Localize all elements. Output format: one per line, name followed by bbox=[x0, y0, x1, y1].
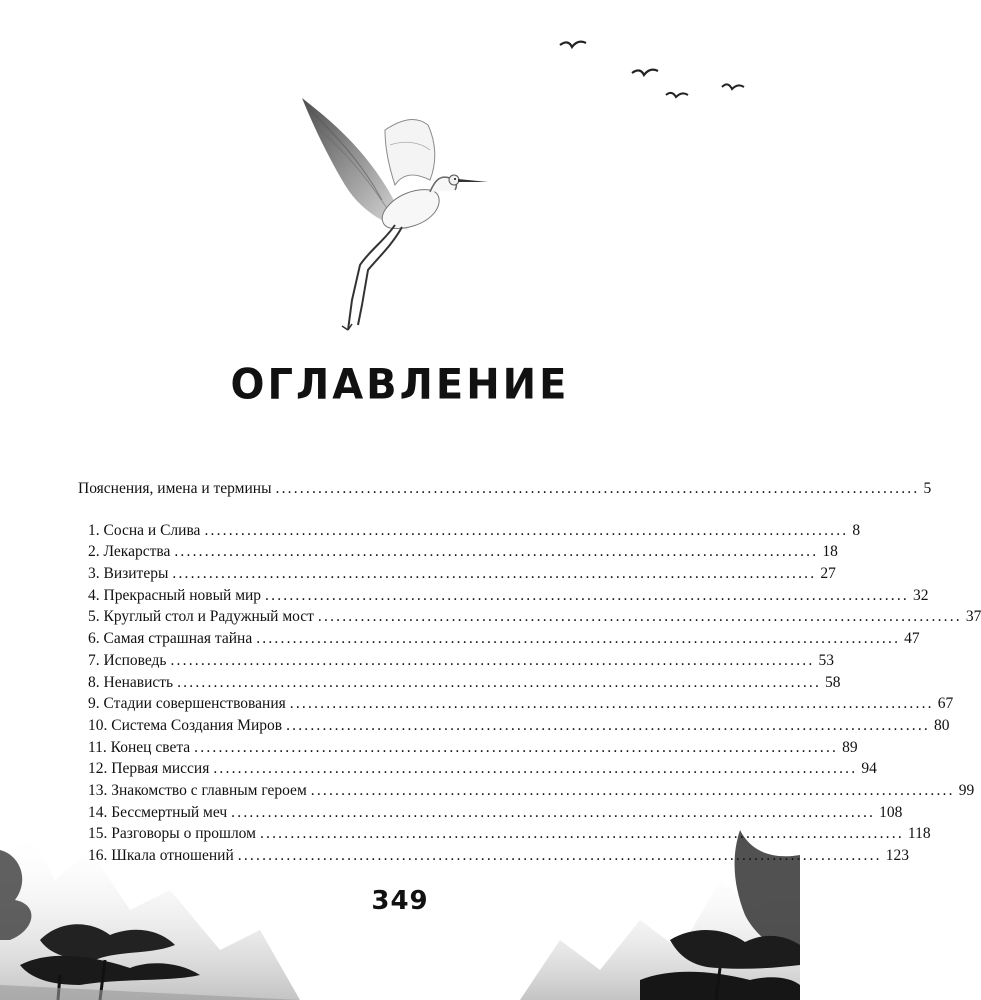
toc-entry-page: 5 bbox=[923, 480, 932, 497]
dot-leader: .......................................................................................................... bbox=[231, 803, 876, 821]
chapter-list bbox=[78, 520, 981, 867]
toc-chapter-row[interactable] bbox=[78, 606, 981, 628]
toc-entry-page: 67 bbox=[937, 695, 954, 713]
toc-chapter-row[interactable] bbox=[78, 802, 903, 824]
toc-entry-page: 8 bbox=[852, 521, 861, 539]
toc-entry-page: 27 bbox=[820, 565, 836, 583]
toc-chapter-row[interactable] bbox=[78, 628, 920, 650]
toc-entry-title: 4. Прекрасный новый мир bbox=[88, 586, 262, 604]
dot-leader: .......................................................................................................... bbox=[317, 608, 962, 626]
toc-entry-title: 6. Самая страшная тайна bbox=[88, 630, 253, 648]
toc-entry-page: 37 bbox=[965, 608, 981, 626]
toc-chapter-row[interactable] bbox=[78, 672, 841, 694]
toc-chapter-row[interactable] bbox=[78, 650, 834, 672]
toc-intro-row[interactable] bbox=[78, 478, 932, 500]
toc-entry-title: 15. Разговоры о прошлом bbox=[88, 825, 256, 843]
dot-leader: .......................................................................................................... bbox=[174, 543, 819, 561]
toc-entry-page: 32 bbox=[913, 586, 929, 604]
toc-entry-title: 10. Система Создания Миров bbox=[88, 716, 283, 734]
page-number: 349 bbox=[371, 886, 429, 916]
toc-entry-page: 47 bbox=[904, 630, 920, 648]
dot-leader: .......................................................................................................... bbox=[286, 716, 931, 734]
toc-chapter-row[interactable] bbox=[78, 823, 931, 845]
toc-chapter-row[interactable] bbox=[78, 780, 975, 802]
dot-leader: .......................................................................................................... bbox=[275, 480, 920, 497]
dot-leader: .......................................................................................................... bbox=[256, 630, 901, 648]
toc-entry-title: 3. Визитеры bbox=[88, 565, 169, 583]
dot-leader: .......................................................................................................... bbox=[213, 760, 858, 778]
flying-birds-icon bbox=[550, 35, 750, 105]
toc-entry-title: 2. Лекарства bbox=[88, 543, 171, 561]
toc-entry-page: 123 bbox=[885, 847, 909, 864]
toc-entry-title: 9. Стадии совершенствования bbox=[88, 695, 286, 713]
dot-leader: .......................................................................................................... bbox=[310, 781, 955, 799]
toc-entry-page: 118 bbox=[907, 825, 931, 843]
toc-chapter-row[interactable] bbox=[78, 693, 954, 715]
toc-chapter-row[interactable] bbox=[78, 737, 858, 759]
toc-chapter-row[interactable] bbox=[78, 585, 929, 607]
toc-entry-page: 89 bbox=[842, 738, 858, 756]
toc-entry-title: 12. Первая миссия bbox=[88, 760, 210, 778]
dot-leader: .......................................................................................................... bbox=[259, 825, 904, 843]
toc-entry-title: 14. Бессмертный меч bbox=[88, 803, 228, 821]
dot-leader: .......................................................................................................... bbox=[237, 847, 882, 864]
toc-entry-page: 94 bbox=[861, 760, 877, 778]
dot-leader: .......................................................................................................... bbox=[265, 586, 909, 604]
toc-chapter-row[interactable] bbox=[78, 845, 909, 867]
toc-entry-title: 1. Сосна и Слива bbox=[88, 521, 201, 539]
toc-entry-page: 58 bbox=[825, 673, 841, 691]
toc-entry-page: 108 bbox=[879, 803, 903, 821]
dot-leader: .......................................................................................................... bbox=[289, 695, 934, 713]
dot-leader: .......................................................................................................... bbox=[204, 521, 849, 539]
toc-entry-page: 53 bbox=[818, 651, 834, 669]
toc-chapter-row[interactable] bbox=[78, 758, 877, 780]
toc-entry-title: 8. Ненависть bbox=[88, 673, 174, 691]
dot-leader: .......................................................................................................... bbox=[194, 738, 839, 756]
toc-entry-title: 11. Конец света bbox=[88, 738, 191, 756]
toc-chapter-row[interactable] bbox=[78, 715, 950, 737]
toc-chapter-row[interactable] bbox=[78, 520, 861, 542]
toc-chapter-row[interactable] bbox=[78, 563, 836, 585]
table-of-contents bbox=[78, 478, 981, 867]
toc-entry-title: 5. Круглый стол и Радужный мост bbox=[88, 608, 314, 626]
dot-leader: .......................................................................................................... bbox=[177, 673, 822, 691]
toc-entry-title: 16. Шкала отношений bbox=[88, 847, 234, 864]
toc-entry-page: 18 bbox=[822, 543, 838, 561]
dot-leader: .......................................................................................................... bbox=[170, 651, 815, 669]
crane-illustration bbox=[290, 90, 500, 330]
toc-entry-page: 99 bbox=[958, 781, 975, 799]
toc-entry-title: Пояснения, имена и термины bbox=[78, 480, 272, 497]
toc-heading: ОГЛАВЛЕНИЕ bbox=[230, 360, 570, 410]
toc-entry-title: 7. Исповедь bbox=[88, 651, 167, 669]
toc-entry-page: 80 bbox=[934, 716, 950, 734]
toc-entry-title: 13. Знакомство с главным героем bbox=[88, 781, 307, 799]
dot-leader: .......................................................................................................... bbox=[172, 565, 817, 583]
toc-chapter-row[interactable] bbox=[78, 541, 838, 563]
